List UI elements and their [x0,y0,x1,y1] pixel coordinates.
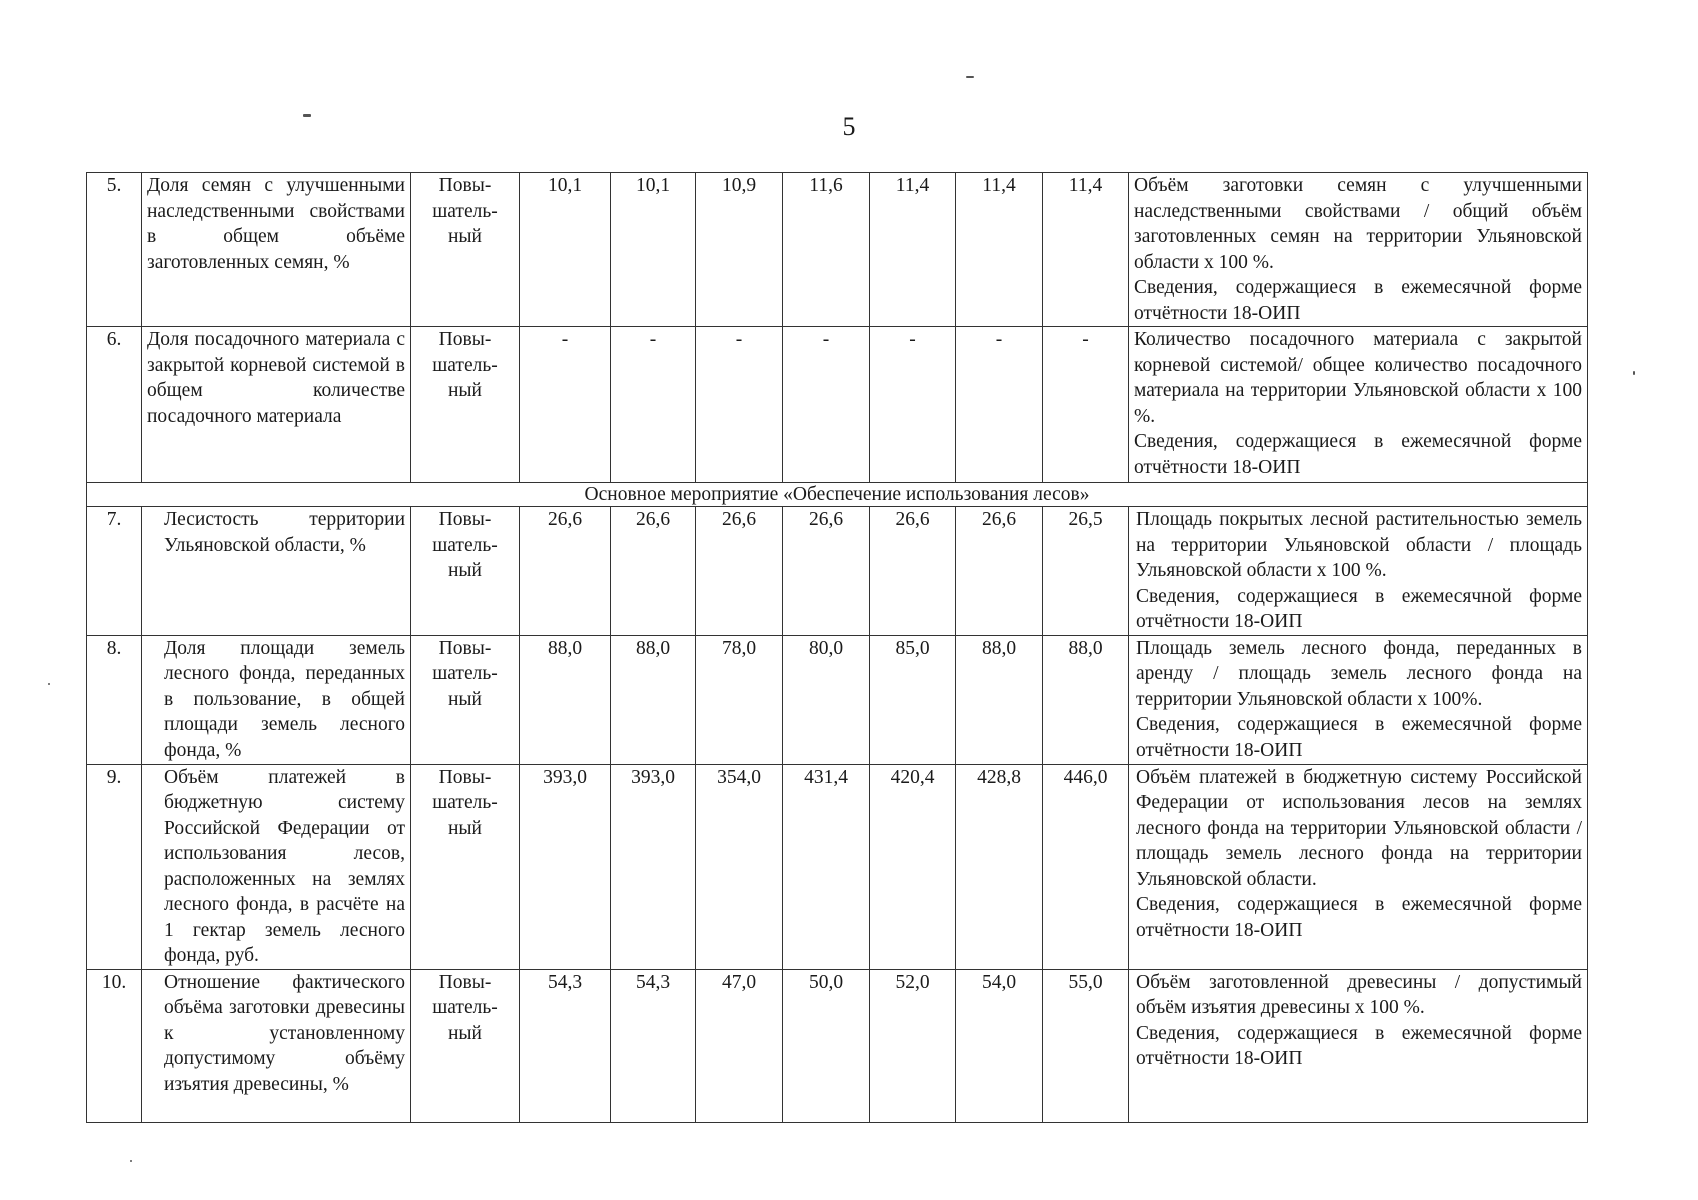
value-cell: - [1043,327,1129,483]
page-number: 5 [842,112,856,141]
indicator-name: Отношение фактического объёма заготовки древесины к установленному допустимому объёму изъятия древесины, % [142,969,411,1122]
row-number: 5. [87,173,142,327]
value-cell: 354,0 [696,764,783,969]
value-cell: 26,6 [520,507,611,636]
value-cell: 11,4 [870,173,956,327]
value-cell: 50,0 [783,969,870,1122]
value-cell: - [956,327,1043,483]
method-source: Сведения, содержащиеся в ежемесячной форме отчётности 18-ОИП [1134,431,1582,478]
table-row [87,507,1588,636]
scan-speck [966,76,974,78]
value-cell: 85,0 [870,635,956,764]
indicator-type: Повы-шатель-ный [411,327,520,483]
method-formula: Количество посадочного материала с закрытой корневой системой/ общее количество посадочного материала на территории Ульяновской области х 100 %. [1134,329,1582,427]
row-number: 7. [87,507,142,636]
method-formula: Объём платежей в бюджетную систему Российской Федерации от использования лесов на землях лесного фонда на территории Ульяновской области / площадь земель лесного фонда на территории Ульяновской области. [1136,766,1582,890]
indicator-name: Доля семян с улучшенными наследственными свойствами в общем объёме заготовленных семян, % [142,173,411,327]
calculation-method [1129,173,1588,327]
scan-speck [48,683,50,685]
value-cell: 10,1 [611,173,696,327]
table-row [87,764,1588,969]
method-source: Сведения, содержащиеся в ежемесячной форме отчётности 18-ОИП [1136,714,1582,761]
table-row [87,327,1588,483]
value-cell: 11,6 [783,173,870,327]
indicator-name: Объём платежей в бюджетную систему Российской Федерации от использования лесов, расположенных на землях лесного фонда, в расчёте на 1 гектар земель лесного фонда, руб. [142,764,411,969]
method-source: Сведения, содержащиеся в ежемесячной форме отчётности 18-ОИП [1134,277,1582,324]
value-cell: 80,0 [783,635,870,764]
row-number: 6. [87,327,142,483]
value-cell: 54,3 [520,969,611,1122]
value-cell: 26,6 [783,507,870,636]
value-cell: 10,1 [520,173,611,327]
value-cell: 446,0 [1043,764,1129,969]
indicators-table [86,172,1588,1123]
value-cell: 52,0 [870,969,956,1122]
value-cell: - [783,327,870,483]
method-source: Сведения, содержащиеся в ежемесячной форме отчётности 18-ОИП [1136,585,1582,632]
method-formula: Площадь земель лесного фонда, переданных в аренду / площадь земель лесного фонда на территории Ульяновской области х 100%. [1136,637,1582,710]
method-formula: Объём заготовки семян с улучшенными наследственными свойствами / общий объём заготовленных семян на территории Ульяновской области х 100 %. [1134,175,1582,273]
indicator-name: Доля площади земель лесного фонда, переданных в пользование, в общей площади земель лесного фонда, % [142,635,411,764]
value-cell: 26,5 [1043,507,1129,636]
value-cell: 393,0 [611,764,696,969]
value-cell: 88,0 [611,635,696,764]
value-cell: 420,4 [870,764,956,969]
value-cell: - [696,327,783,483]
indicator-name: Доля посадочного материала с закрытой корневой системой в общем количестве посадочного материала [142,327,411,483]
value-cell: 10,9 [696,173,783,327]
indicator-type: Повы-шатель-ный [411,173,520,327]
method-formula: Площадь покрытых лесной растительностью земель на территории Ульяновской области / площадь Ульяновской области х 100 %. [1136,509,1582,581]
indicator-type: Повы-шатель-ный [411,635,520,764]
value-cell: 431,4 [783,764,870,969]
value-cell: - [870,327,956,483]
row-number: 8. [87,635,142,764]
indicator-type: Повы-шатель-ный [411,764,520,969]
method-source: Сведения, содержащиеся в ежемесячной форме отчётности 18-ОИП [1136,894,1582,941]
value-cell: 47,0 [696,969,783,1122]
calculation-method [1129,507,1588,636]
row-number: 10. [87,969,142,1122]
indicator-name: Лесистость территории Ульяновской области, % [142,507,411,636]
value-cell: 88,0 [956,635,1043,764]
value-cell: 393,0 [520,764,611,969]
value-cell: 88,0 [1043,635,1129,764]
method-source: Сведения, содержащиеся в ежемесячной форме отчётности 18-ОИП [1136,1022,1582,1069]
value-cell: 11,4 [956,173,1043,327]
value-cell: 55,0 [1043,969,1129,1122]
scan-speck [130,1160,132,1162]
scan-speck [303,114,311,117]
value-cell: 54,0 [956,969,1043,1122]
section-heading: Основное мероприятие «Обеспечение использования лесов» [87,483,1588,507]
calculation-method [1129,327,1588,483]
calculation-method [1129,969,1588,1122]
table-row [87,969,1588,1122]
value-cell: 26,6 [956,507,1043,636]
calculation-method [1129,764,1588,969]
value-cell: - [520,327,611,483]
value-cell: 26,6 [870,507,956,636]
value-cell: 26,6 [696,507,783,636]
value-cell: 428,8 [956,764,1043,969]
value-cell: 54,3 [611,969,696,1122]
value-cell: 26,6 [611,507,696,636]
section-row [87,483,1588,507]
value-cell: 88,0 [520,635,611,764]
value-cell: - [611,327,696,483]
value-cell: 78,0 [696,635,783,764]
value-cell: 11,4 [1043,173,1129,327]
scan-speck [1633,371,1635,375]
indicator-type: Повы-шатель-ный [411,507,520,636]
table-row [87,173,1588,327]
method-formula: Объём заготовленной древесины / допустимый объём изъятия древесины х 100 %. [1136,971,1582,1018]
calculation-method [1129,635,1588,764]
table-row [87,635,1588,764]
row-number: 9. [87,764,142,969]
indicator-type: Повы-шатель-ный [411,969,520,1122]
